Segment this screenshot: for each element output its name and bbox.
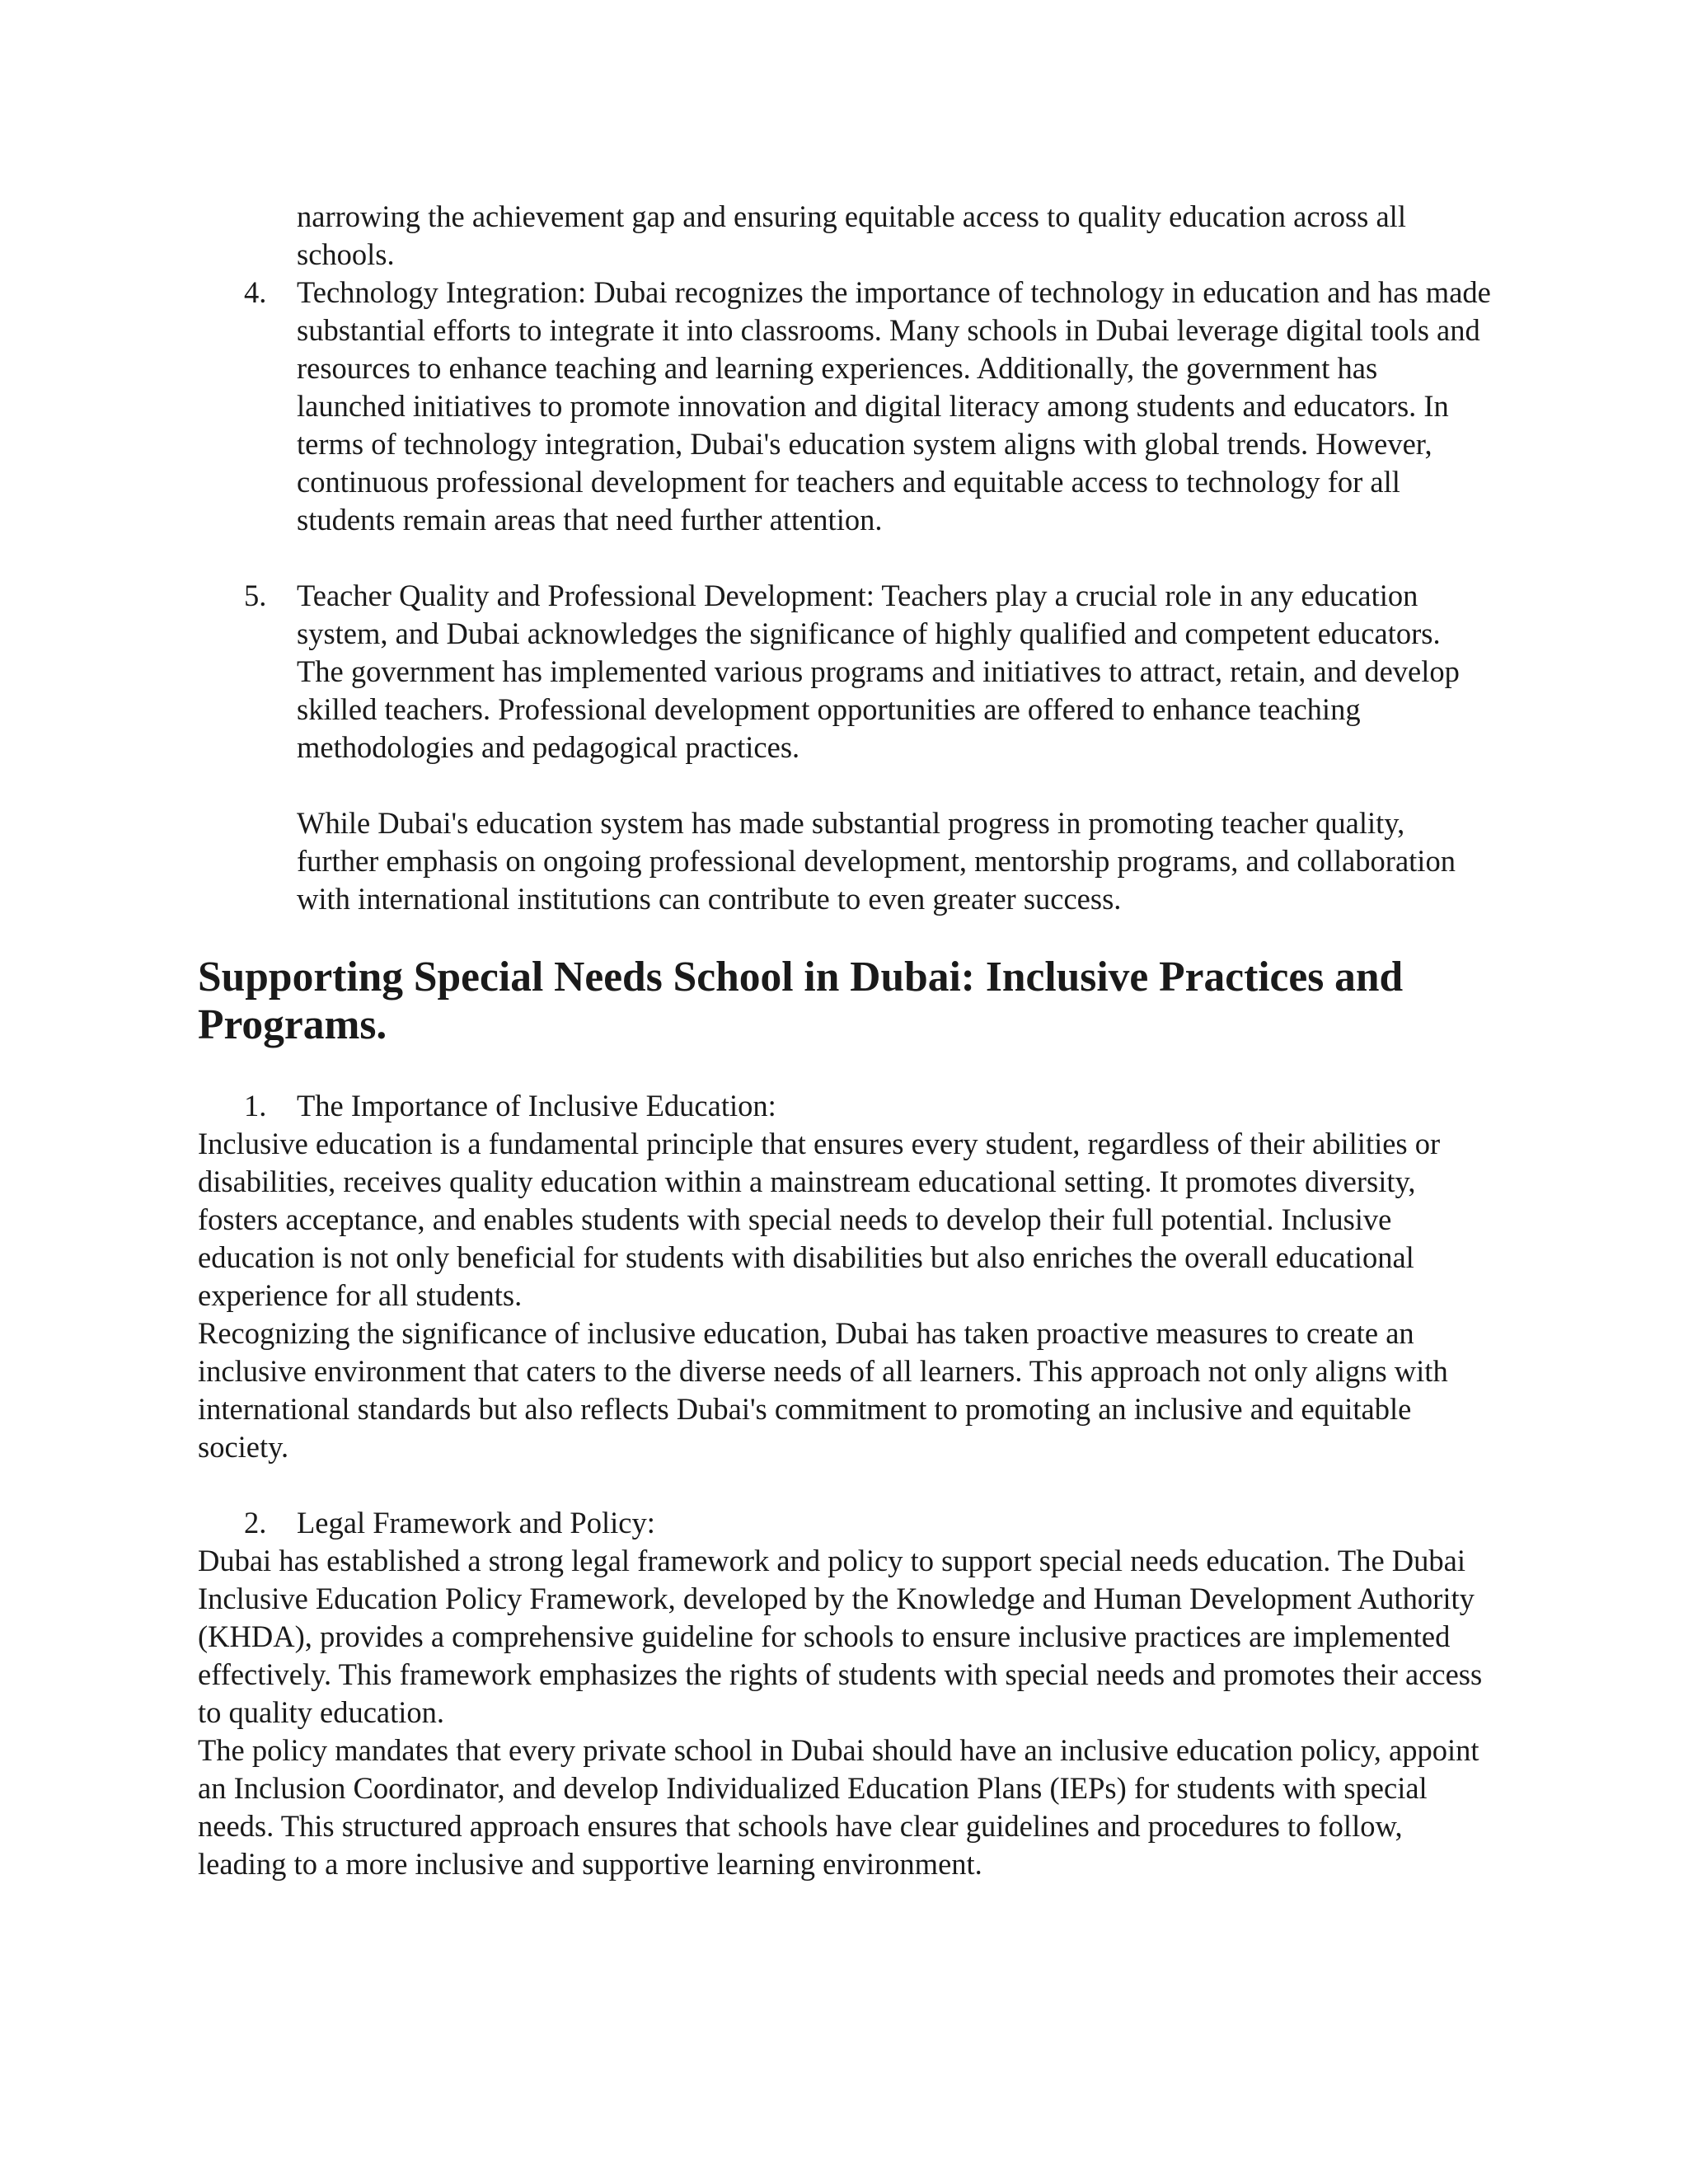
paragraph-gap bbox=[198, 766, 1492, 804]
section-heading: Supporting Special Needs School in Dubai: Inclusive Practices and Programs. bbox=[198, 954, 1404, 1048]
list-item-text: Teacher Quality and Professional Development: Teachers play a crucial role in any education system, and Dubai acknowledges the significance of highly qualified and competent educators. The government has implemented various programs and initiatives to attract, retain, and develop skilled teachers. Professional development opportunities are offered to enhance teaching methodologies and pedagogical practices. bbox=[297, 579, 1460, 764]
section-item-inclusive-education bbox=[198, 1087, 1492, 1125]
list-item-text: Technology Integration: Dubai recognizes the importance of technology in education and has made substantial efforts to integrate it into classrooms. Many schools in Dubai leverage digital tools and resources to enhance teaching and learning experiences. Additionally, the government has launched initiatives to promote innovation and digital literacy among students and educators. In terms of technology integration, Dubai's education system aligns with global trends. However, continuous professional development for teachers and equitable access to technology for all students remain areas that need further attention. bbox=[297, 275, 1491, 537]
section-item-title: The Importance of Inclusive Education: bbox=[297, 1089, 776, 1122]
list-item-technology-integration bbox=[198, 274, 1492, 539]
list-number: 4. bbox=[244, 275, 267, 309]
list-number: 1. bbox=[244, 1089, 267, 1122]
section-heading-wrap bbox=[198, 954, 1492, 1049]
document-body bbox=[198, 198, 1492, 1883]
body-paragraph: Inclusive education is a fundamental principle that ensures every student, regardless of their abilities or disabilities, receives quality education within a mainstream educational setting. It promotes diversity, fosters acceptance, and enables students with special needs to develop their full potential. Inclusive education is not only beneficial for students with disabilities but also enriches the overall educational experience for all students. bbox=[198, 1127, 1441, 1312]
continuation-paragraph: narrowing the achievement gap and ensuring equitable access to quality education across all schools. bbox=[297, 199, 1406, 271]
list-item-teacher-quality bbox=[198, 577, 1492, 766]
list-number: 5. bbox=[244, 579, 267, 612]
body-paragraph: Recognizing the significance of inclusive education, Dubai has taken proactive measures to create an inclusive environment that caters to the diverse needs of all learners. This approach not only aligns with international standards but also reflects Dubai's commitment to promoting an inclusive and equitable society. bbox=[198, 1316, 1448, 1464]
body-paragraph: The policy mandates that every private school in Dubai should have an inclusive education policy, appoint an Inclusion Coordinator, and develop Individualized Education Plans (IEPs) for students with special needs. This structured approach ensures that schools have clear guidelines and procedures to follow, leading to a more inclusive and supportive learning environment. bbox=[198, 1733, 1479, 1881]
list-number: 2. bbox=[244, 1506, 267, 1540]
list-item-follow-up-paragraph: While Dubai's education system has made substantial progress in promoting teacher quality, further emphasis on ongoing professional development, mentorship programs, and collaboration with international institutions can contribute to even greater success. bbox=[297, 806, 1456, 916]
section-item-title: Legal Framework and Policy: bbox=[297, 1506, 655, 1540]
paragraph-gap bbox=[198, 1466, 1492, 1504]
section-item-legal-framework bbox=[198, 1504, 1492, 1542]
body-paragraph: Dubai has established a strong legal framework and policy to support special needs education. The Dubai Inclusive Education Policy Framework, developed by the Knowledge and Human Development Authority (KHDA), provides a comprehensive guideline for schools to ensure inclusive practices are implemented effectively. This framework emphasizes the rights of students with special needs and promotes their access to quality education. bbox=[198, 1544, 1483, 1729]
paragraph-gap bbox=[198, 539, 1492, 577]
